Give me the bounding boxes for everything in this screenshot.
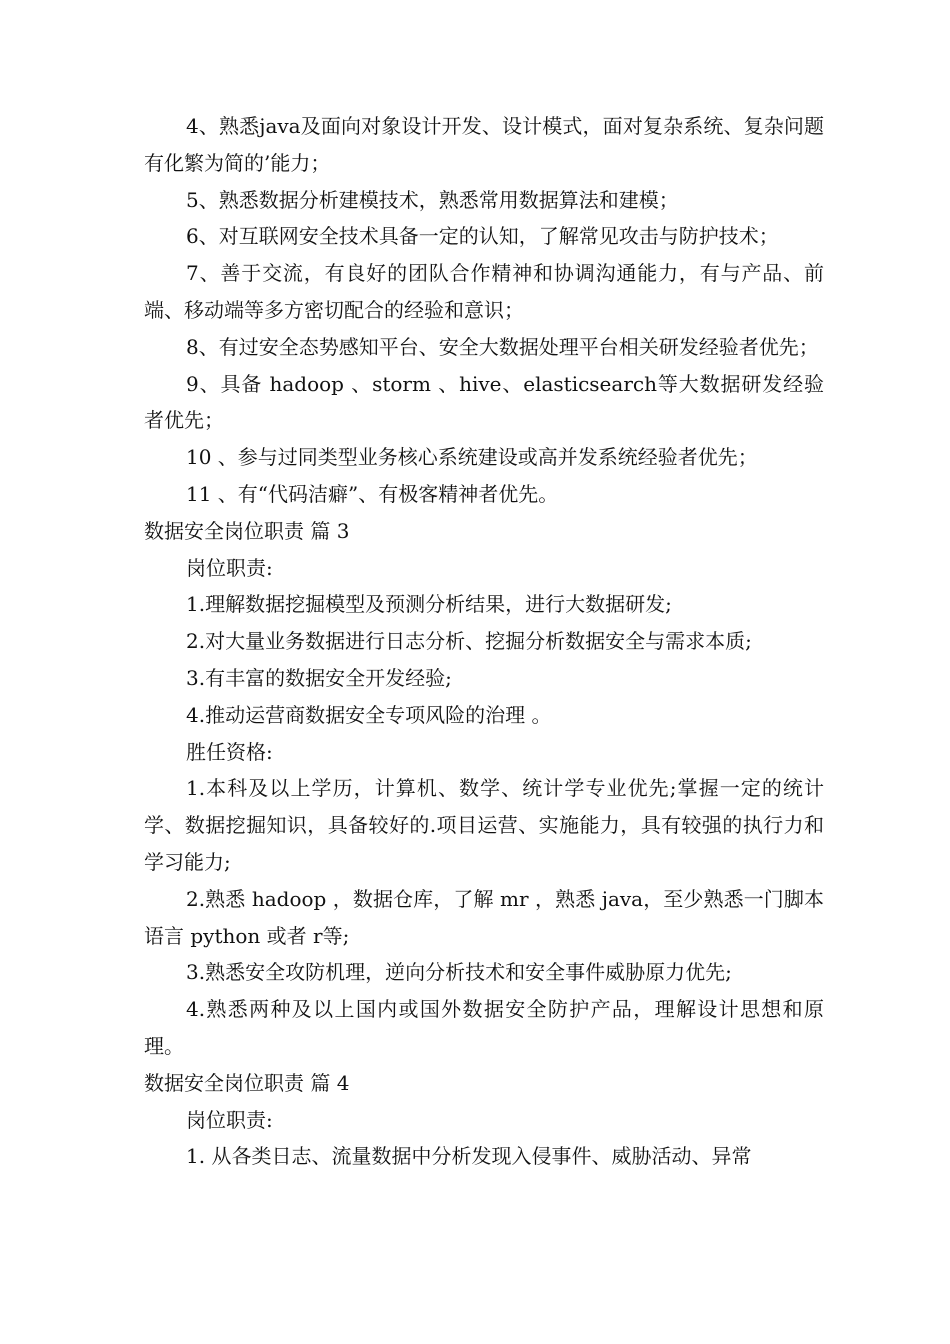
subheading-duties: 岗位职责: (186, 555, 273, 580)
paragraph-duty-2: 2.对大量业务数据进行日志分析、挖掘分析数据安全与需求本质; (186, 629, 752, 654)
paragraph-qualification-1: 1.本科及以上学历，计算机、数学、统计学专业优先;掌握一定的统计学、数据挖掘知识，具备较好的.项目运营、实施能力，具有较强的执行力和学习能力; (144, 776, 824, 874)
paragraph-requirement-4: 4、熟悉java及面向对象设计开发、设计模式，面对复杂系统、复杂问题有化繁为简的’能力； (144, 114, 824, 175)
paragraph-qualification-2: 2.熟悉 hadoop ，数据仓库，了解 mr ，熟悉 java，至少熟悉一门脚本语言 python 或者 r等; (144, 886, 824, 948)
paragraph-requirement-5: 5、熟悉数据分析建模技术，熟悉常用数据算法和建模； (186, 187, 679, 212)
paragraph-requirement-10: 10 、参与过同类型业务核心系统建设或高并发系统经验者优先； (186, 445, 758, 470)
paragraph-duty-4-1: 1. 从各类日志、流量数据中分析发现入侵事件、威胁活动、异常 (186, 1144, 752, 1169)
section-heading-4: 数据安全岗位职责 篇 4 (144, 1070, 350, 1095)
paragraph-qualification-3: 3.熟悉安全攻防机理，逆向分析技术和安全事件威胁原力优先; (186, 960, 732, 985)
document-body (144, 108, 824, 1175)
paragraph-requirement-8: 8、有过安全态势感知平台、安全大数据处理平台相关研发经验者优先； (186, 334, 819, 359)
paragraph-duty-3: 3.有丰富的数据安全开发经验; (186, 665, 452, 690)
subheading-duties-4: 岗位职责: (186, 1107, 273, 1132)
paragraph-duty-4: 4.推动运营商数据安全专项风险的治理 。 (186, 702, 552, 727)
paragraph-requirement-9: 9、具备 hadoop 、storm 、hive、elasticsearch等大数据研发经验者优先； (144, 371, 824, 433)
paragraph-duty-1: 1.理解数据挖掘模型及预测分析结果，进行大数据研发; (186, 592, 672, 617)
subheading-qualifications: 胜任资格: (186, 739, 273, 764)
paragraph-requirement-7: 7、善于交流，有良好的团队合作精神和协调沟通能力，有与产品、前端、移动端等多方密切配合的经验和意识； (144, 261, 824, 322)
section-heading-3: 数据安全岗位职责 篇 3 (144, 518, 350, 543)
paragraph-qualification-4: 4.熟悉两种及以上国内或国外数据安全防护产品，理解设计思想和原理。 (144, 997, 824, 1058)
paragraph-requirement-11: 11 、有“代码洁癖”、有极客精神者优先。 (186, 481, 559, 506)
paragraph-requirement-6: 6、对互联网安全技术具备一定的认知，了解常见攻击与防护技术； (186, 224, 779, 249)
